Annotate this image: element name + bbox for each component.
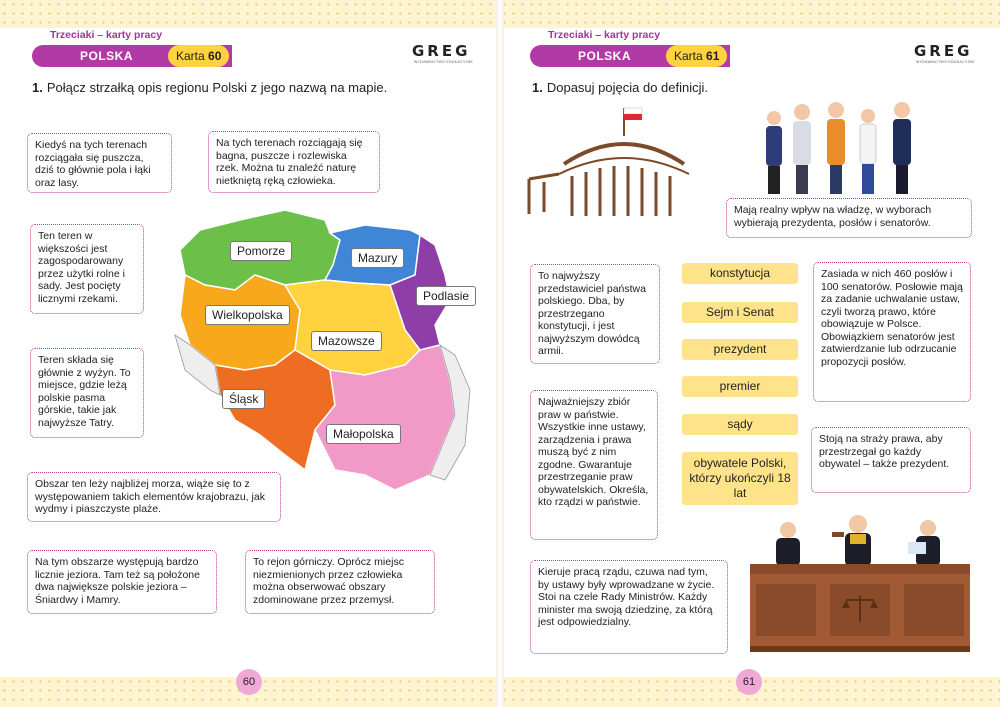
- label-podlasie[interactable]: Podlasie: [416, 286, 476, 306]
- term-sejm-senat[interactable]: Sejm i Senat: [682, 302, 798, 323]
- region-slask-shape[interactable]: [215, 350, 335, 470]
- task-number: 1.: [532, 80, 543, 95]
- karta-label: Karta: [176, 49, 205, 63]
- definition-card-premier: Kieruje pracą rządu, czuwa nad tym, by ustawy były wprowadzane w życie. Stoi na czele Rady Ministrów. Każdy minister ma swoją dziedzinę, za którą jest odpowiedzialny.: [530, 560, 728, 654]
- series-title: Trzeciaki – karty pracy: [50, 29, 163, 41]
- task-instruction: [532, 80, 708, 95]
- label-malopolska[interactable]: Małopolska: [326, 424, 401, 444]
- description-card: Obszar ten leży najbliżej morza, wiąże się to z występowaniem takich elementów krajobrazu, jak wydmy i piaszczyste plaże.: [27, 472, 281, 522]
- description-card: Na tych terenach rozciągają się bagna, puszcze i rozlewiska rzek. Można tu znaleźć naturę nietkniętą ręką człowieka.: [208, 131, 380, 193]
- page-number: 60: [236, 669, 262, 695]
- term-prezydent[interactable]: prezydent: [682, 339, 798, 360]
- greg-logo: GREG: [914, 42, 973, 60]
- label-pomorze[interactable]: Pomorze: [230, 241, 292, 261]
- definition-card-parliament: Zasiada w nich 460 posłów i 100 senatorów. Posłowie mają za zadanie uchwalanie ustaw, czyli tworzą prawo, które obowiązuje w Polsce. Obowiązkiem senatorów jest zatwierdzanie lub odrzucanie propozycji posłów.: [813, 262, 971, 402]
- task-text: Połącz strzałką opis regionu Polski z jego nazwą na mapie.: [46, 80, 388, 95]
- task-text: Dopasuj pojęcia do definicji.: [546, 80, 708, 95]
- term-sady[interactable]: sądy: [682, 414, 798, 435]
- karta-number: 61: [706, 49, 720, 63]
- series-title: Trzeciaki – karty pracy: [548, 29, 661, 41]
- court-illustration: [750, 512, 970, 652]
- logo-subtitle: WYDAWNICTWO EDUKACYJNE: [916, 60, 975, 64]
- description-card: Ten teren w większości jest zagospodarowany przez użytki rolne i sady. Jest pocięty licznymi rzekami.: [30, 224, 144, 314]
- term-premier[interactable]: premier: [682, 376, 798, 397]
- description-card: Teren składa się głównie z wyżyn. To miejsce, gdzie leżą polskie pasma górskie, takie jak najwyższe Tatry.: [30, 348, 144, 438]
- citizens-illustration: [756, 96, 936, 196]
- section-tab: [32, 45, 232, 67]
- karta-badge: [168, 45, 229, 67]
- description-card: To rejon górniczy. Oprócz miejsc niezmienionych przez człowieka można obserwować obszary zdominowane przez przemysł.: [245, 550, 435, 614]
- karta-badge: [666, 45, 727, 67]
- top-pattern: [500, 0, 1000, 28]
- term-konstytucja[interactable]: konstytucja: [682, 263, 798, 284]
- task-instruction: [32, 80, 387, 95]
- page-number: 61: [736, 669, 762, 695]
- label-slask[interactable]: Śląsk: [222, 389, 265, 409]
- top-pattern: [0, 0, 500, 28]
- description-card: Kiedyś na tych terenach rozciągała się puszcza, dziś to głównie pola i łąki oraz lasy.: [27, 133, 172, 193]
- definition-card-president: To najwyższy przedstawiciel państwa polskiego. Dba, by przestrzegano konstytucji, i jest najwyższym dowódcą armii.: [530, 264, 660, 364]
- karta-label: Karta: [674, 49, 703, 63]
- section-tab: [530, 45, 730, 67]
- definition-card-voters: Mają realny wpływ na władzę, w wyborach wybierają prezydenta, posłów i senatorów.: [726, 198, 972, 238]
- definition-card-constitution: Najważniejszy zbiór praw w państwie. Wszystkie inne ustawy, zarządzenia i prawa muszą być z nim zgodne. Gwarantuje przestrzeganie praw obywatelskich. Określa, kto rządzi w państwie.: [530, 390, 658, 540]
- karta-number: 60: [208, 49, 222, 63]
- label-wielkopolska[interactable]: Wielkopolska: [205, 305, 290, 325]
- greg-logo: GREG: [412, 42, 471, 60]
- right-page: [500, 0, 1000, 707]
- label-mazury[interactable]: Mazury: [351, 248, 404, 268]
- term-obywatele[interactable]: obywatele Polski, którzy ukończyli 18 lat: [682, 452, 798, 505]
- definition-card-courts: Stoją na straży prawa, aby przestrzegał go każdy obywatel – także prezydent.: [811, 427, 971, 493]
- description-card: Na tym obszarze występują bardzo licznie jeziora. Tam też są położone dwa największe polskie jeziora – Śniardwy i Mamry.: [27, 550, 217, 614]
- label-mazowsze[interactable]: Mazowsze: [311, 331, 382, 351]
- section-title: POLSKA: [80, 49, 134, 63]
- task-number: 1.: [32, 80, 43, 95]
- section-title: POLSKA: [578, 49, 632, 63]
- parliament-building-illustration: [524, 104, 694, 224]
- logo-subtitle: WYDAWNICTWO EDUKACYJNE: [414, 60, 473, 64]
- book-gutter: [496, 0, 504, 707]
